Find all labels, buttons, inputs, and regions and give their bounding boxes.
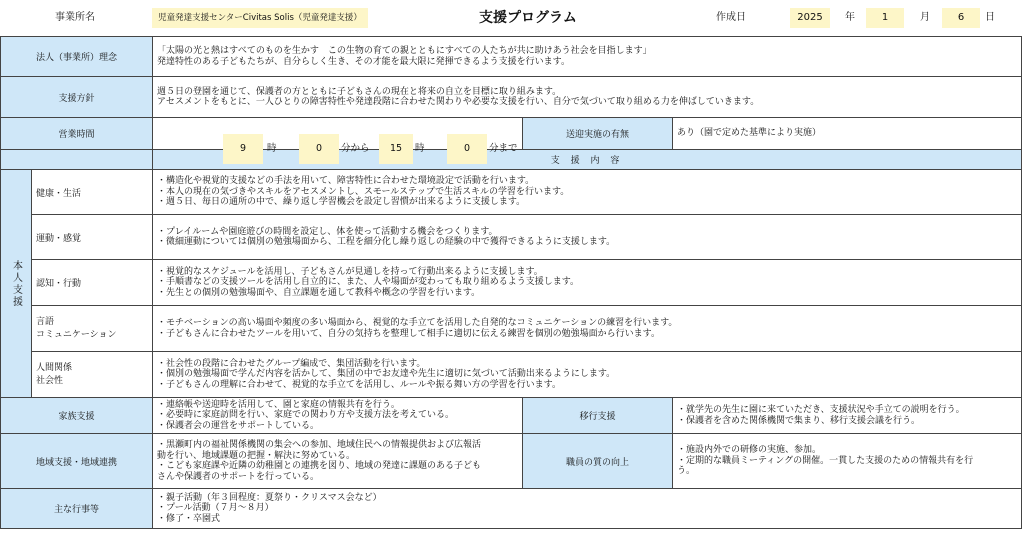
item-label-cognition: 認知・行動 xyxy=(32,260,153,306)
philosophy-text xyxy=(153,37,1022,77)
created-date-label: 作成日 xyxy=(716,12,746,23)
staff-line: ・定期的な職員ミーティングの開催。一貫した支援のための情報共有を行 xyxy=(677,455,974,466)
start-hour: 9 xyxy=(223,134,263,164)
month-unit: 月 xyxy=(920,12,930,23)
support-header: 支 援 内 容 xyxy=(153,150,1022,170)
item-line: ・個別の勉強場面で学んだ内容を活かして、集団の中でお友達や先生に適切に気づいて活動出来るようにします。 xyxy=(157,369,616,380)
self-support-row xyxy=(1,306,1022,352)
family-line: ・連絡帳や送迎時を活用して、園と家庭の情報共有を行う。 xyxy=(157,399,400,410)
item-label-social: 人間関係 社会性 xyxy=(32,352,153,398)
item-label-health: 健康・生活 xyxy=(32,170,153,215)
item-text-cognition xyxy=(153,260,1022,306)
end-hour: 15 xyxy=(379,134,413,164)
community-line: ・黒瀬町内の福祉関係機関の集会への参加、地域住民への情報提供および広報活 xyxy=(157,440,482,450)
staff-quality-label: 職員の質の向上 xyxy=(523,434,673,489)
day-unit: 日 xyxy=(985,12,995,23)
office-label: 事業所名 xyxy=(55,12,95,23)
program-table xyxy=(0,36,1022,529)
transition-line: ・就学先の先生に園に来ていただき、支援状況や手立ての説明を行う。 xyxy=(677,405,965,415)
policy-line: アセスメントをもとに、一人ひとりの障害特性や発達段階に合わせた関わりや必要な支援を行い、自分で気づいて取り組める力を伸ばしていきます。 xyxy=(157,97,760,107)
family-row xyxy=(1,398,1022,434)
created-day: 6 xyxy=(942,8,980,28)
item-line: ・本人の現在の気づきやスキルをアセスメントし、スモールステップで生活スキルの学習を行います。 xyxy=(157,186,570,197)
item-line: ・週５日、毎日の通所の中で、繰り返し学習機会を設定し習慣が出来るように支援します。 xyxy=(157,197,526,208)
transport-label: 送迎実施の有無 xyxy=(523,118,673,150)
office-name: 児童発達支援センターCivitas Solis（児童発達支援） xyxy=(152,8,368,28)
events-label: 主な行事等 xyxy=(1,489,153,529)
community-line: さんや保護者のサポートを行っている。 xyxy=(157,471,320,482)
item-line: ・プレイルームや園庭遊びの時間を設定し、体を使って活動する機会をつくります。 xyxy=(157,226,498,237)
philosophy-line: 発達特性のある子どもたちが、自分らしく生き、その才能を最大限に発揮できるよう支援を行います。 xyxy=(157,56,570,67)
item-line: ・子どもさんの理解に合わせて、視覚的な手立てを活用し、ルールや振る舞い方の学習を行います。 xyxy=(157,379,561,390)
hour-unit: 時 xyxy=(415,142,425,154)
policy-label: 支援方針 xyxy=(1,77,153,118)
item-text-health xyxy=(153,170,1022,215)
item-line: ・モチベーションの高い場面や頻度の多い場面から、視覚的な手立てを活用した自発的なコミュニケーションの練習を行います。 xyxy=(157,318,678,328)
item-label-motor: 運動・感覚 xyxy=(32,215,153,260)
item-text-social xyxy=(153,352,1022,398)
created-month: 1 xyxy=(866,8,904,28)
transport-value: あり（園で定めた基準により実施） xyxy=(673,118,1022,150)
family-line: ・必要時に家庭訪問を行い、家庭での関わり方や支援方法を考えている。 xyxy=(157,410,455,421)
item-text-motor xyxy=(153,215,1022,260)
hours-row xyxy=(1,118,1022,150)
page-title: 支援プログラム xyxy=(479,10,577,26)
header-row xyxy=(0,0,1024,36)
transition-line: ・保護者を含めた関係機関で集まり、移行支援会議を行う。 xyxy=(677,415,921,426)
until-label: 分まで xyxy=(489,142,518,154)
hour-unit: 時 xyxy=(267,142,277,154)
item-label-language: 言語 コミュニケーション xyxy=(32,306,153,352)
events-line: ・修了・卒園式 xyxy=(157,513,221,524)
start-minute: 0 xyxy=(299,134,339,164)
support-header-spacer xyxy=(1,150,153,170)
community-label: 地域支援・地域連携 xyxy=(1,434,153,489)
policy-text xyxy=(153,77,1022,118)
year-unit: 年 xyxy=(845,12,855,23)
end-minute: 0 xyxy=(447,134,487,164)
community-line: ・こども家庭課や近隣の幼稚園との連携を図り、地域の発達に課題のある子ども xyxy=(157,461,482,471)
events-line: ・プール活動（７月～８月） xyxy=(157,503,274,514)
self-support-row xyxy=(1,352,1022,398)
policy-line: 週５日の登園を通じて、保護者の方とともに子どもさんの現在と将来の自立を目標に取り組みます。 xyxy=(157,86,562,97)
community-text xyxy=(153,434,523,489)
philosophy-label: 法人（事業所）理念 xyxy=(1,37,153,77)
self-support-label-text: 本人支援 xyxy=(10,259,22,308)
item-line: ・構造化や視覚的支援などの手法を用いて、障害特性に合わせた環境設定で活動を行います。 xyxy=(157,176,535,187)
events-text xyxy=(153,489,1022,529)
family-label: 家族支援 xyxy=(1,398,153,434)
item-line: ・手順書などの支援ツールを活用し自立的に、また、人や場面が変わっても取り組めるよう支援します。 xyxy=(157,277,580,288)
policy-row xyxy=(1,77,1022,118)
self-support-label xyxy=(1,170,32,398)
item-line: ・視覚的なスケジュールを活用し、子どもさんが見通しを持って行動出来るように支援します。 xyxy=(157,266,543,277)
community-line: 動を行い、地域課題の把握・解決に努めている。 xyxy=(157,450,356,461)
family-line: ・保護者会の運営をサポートしている。 xyxy=(157,420,320,431)
hours-label: 営業時間 xyxy=(1,118,153,150)
item-line: ・社会性の段階に合わせたグループ編成で、集団活動を行います。 xyxy=(157,358,426,369)
item-line: ・微細運動については個別の勉強場面から、工程を細分化し繰り返しの経験の中で獲得できるように支援します。 xyxy=(157,237,616,247)
staff-line: ・施設内外での研修の実施、参加。 xyxy=(677,445,822,456)
item-text-language xyxy=(153,306,1022,352)
philosophy-row xyxy=(1,37,1022,77)
self-support-row xyxy=(1,215,1022,260)
self-support-row xyxy=(1,260,1022,306)
events-row xyxy=(1,489,1022,529)
self-support-row xyxy=(1,170,1022,215)
staff-quality-text xyxy=(673,434,1022,489)
hours-values xyxy=(153,118,523,154)
transition-text xyxy=(673,398,1022,434)
family-text xyxy=(153,398,523,434)
item-line: ・子どもさんに合わせたツールを用いて、自分の気持ちを整理して相手に適切に伝える練習を個別の勉強場面から行います。 xyxy=(157,328,660,339)
item-line: ・先生との個別の勉強場面や、自立課題を通して教科や概念の学習を行います。 xyxy=(157,287,481,298)
events-line: ・親子活動（年３回程度：夏祭り・クリスマス会など） xyxy=(157,492,382,503)
staff-line: う。 xyxy=(677,466,696,477)
transition-label: 移行支援 xyxy=(523,398,673,434)
philosophy-line: 「太陽の光と熱はすべてのものを生かす この生物の育ての親とともにすべての人たちが共に助けあう社会を目指します」 xyxy=(157,46,652,56)
from-label: 分から xyxy=(341,142,370,154)
community-row xyxy=(1,434,1022,489)
created-year: 2025 xyxy=(790,8,830,28)
